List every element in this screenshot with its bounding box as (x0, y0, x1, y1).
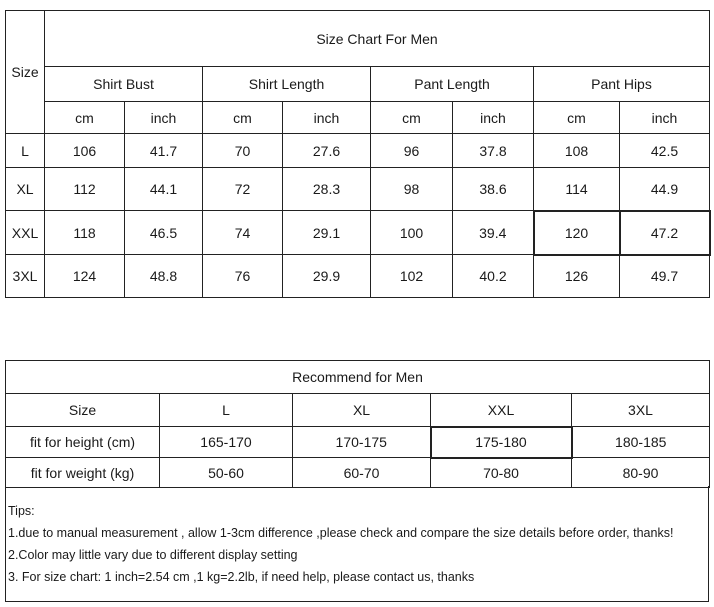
value-cell: 49.7 (620, 255, 710, 298)
recommend-header-cell: L (160, 394, 293, 427)
value-cell: 72 (203, 168, 283, 211)
value-cell: 124 (45, 255, 125, 298)
unit-header: cm (45, 102, 125, 134)
value-cell: 41.7 (125, 134, 203, 168)
value-cell: 96 (371, 134, 453, 168)
value-cell: 48.8 (125, 255, 203, 298)
size-cell: XL (6, 168, 45, 211)
tips-title: Tips: (8, 504, 35, 518)
recommend-header-cell: XL (293, 394, 431, 427)
size-cell: XXL (6, 211, 45, 255)
table-row (6, 255, 710, 298)
value-cell: 44.1 (125, 168, 203, 211)
unit-header: inch (125, 102, 203, 134)
value-cell: 118 (45, 211, 125, 255)
tips-box (5, 486, 709, 602)
value-cell: 126 (534, 255, 620, 298)
unit-header: inch (620, 102, 710, 134)
value-cell: 98 (371, 168, 453, 211)
value-cell: 120 (534, 211, 620, 255)
recommend-value-cell: 170-175 (293, 427, 431, 458)
value-cell: 76 (203, 255, 283, 298)
value-cell: 102 (371, 255, 453, 298)
recommend-value-cell: 70-80 (431, 458, 572, 488)
value-cell: 44.9 (620, 168, 710, 211)
recommend-header-cell: 3XL (572, 394, 710, 427)
value-cell: 70 (203, 134, 283, 168)
recommend-header-cell: XXL (431, 394, 572, 427)
value-cell: 106 (45, 134, 125, 168)
size-header-cell: Size (6, 11, 45, 134)
group-header-shirt-length: Shirt Length (203, 67, 371, 102)
value-cell: 47.2 (620, 211, 710, 255)
size-chart-title: Size Chart For Men (45, 11, 710, 67)
tip-line: 1.due to manual measurement , allow 1-3cm difference ,please check and compare the size details before order, thanks! (8, 526, 674, 540)
recommend-value-cell: 80-90 (572, 458, 710, 488)
tip-line: 3. For size chart: 1 inch=2.54 cm ,1 kg=2.2lb, if need help, please contact us, thanks (8, 570, 475, 584)
value-cell: 29.9 (283, 255, 371, 298)
table-row (6, 427, 710, 458)
size-chart-table (5, 10, 711, 298)
value-cell: 46.5 (125, 211, 203, 255)
value-cell: 108 (534, 134, 620, 168)
group-header-pant-length: Pant Length (371, 67, 534, 102)
size-cell: 3XL (6, 255, 45, 298)
recommend-value-cell: 180-185 (572, 427, 710, 458)
table-row (6, 168, 710, 211)
unit-header: inch (453, 102, 534, 134)
table-row (6, 134, 710, 168)
group-header-pant-hips: Pant Hips (534, 67, 710, 102)
value-cell: 100 (371, 211, 453, 255)
group-header-shirt-bust: Shirt Bust (45, 67, 203, 102)
value-cell: 112 (45, 168, 125, 211)
value-cell: 40.2 (453, 255, 534, 298)
recommend-header-cell: Size (6, 394, 160, 427)
value-cell: 114 (534, 168, 620, 211)
unit-header: cm (534, 102, 620, 134)
recommend-label-cell: fit for weight (kg) (6, 458, 160, 488)
value-cell: 38.6 (453, 168, 534, 211)
recommend-label-cell: fit for height (cm) (6, 427, 160, 458)
recommend-value-cell: 175-180 (431, 427, 572, 458)
recommend-value-cell: 50-60 (160, 458, 293, 488)
recommend-value-cell: 60-70 (293, 458, 431, 488)
value-cell: 28.3 (283, 168, 371, 211)
value-cell: 42.5 (620, 134, 710, 168)
size-cell: L (6, 134, 45, 168)
value-cell: 29.1 (283, 211, 371, 255)
value-cell: 27.6 (283, 134, 371, 168)
tip-line: 2.Color may little vary due to different display setting (8, 548, 298, 562)
value-cell: 74 (203, 211, 283, 255)
value-cell: 39.4 (453, 211, 534, 255)
table-row (6, 211, 710, 255)
unit-header: inch (283, 102, 371, 134)
recommend-title: Recommend for Men (6, 361, 710, 394)
value-cell: 37.8 (453, 134, 534, 168)
unit-header: cm (371, 102, 453, 134)
unit-header: cm (203, 102, 283, 134)
recommend-value-cell: 165-170 (160, 427, 293, 458)
recommend-table (5, 360, 710, 488)
table-row (6, 458, 710, 488)
